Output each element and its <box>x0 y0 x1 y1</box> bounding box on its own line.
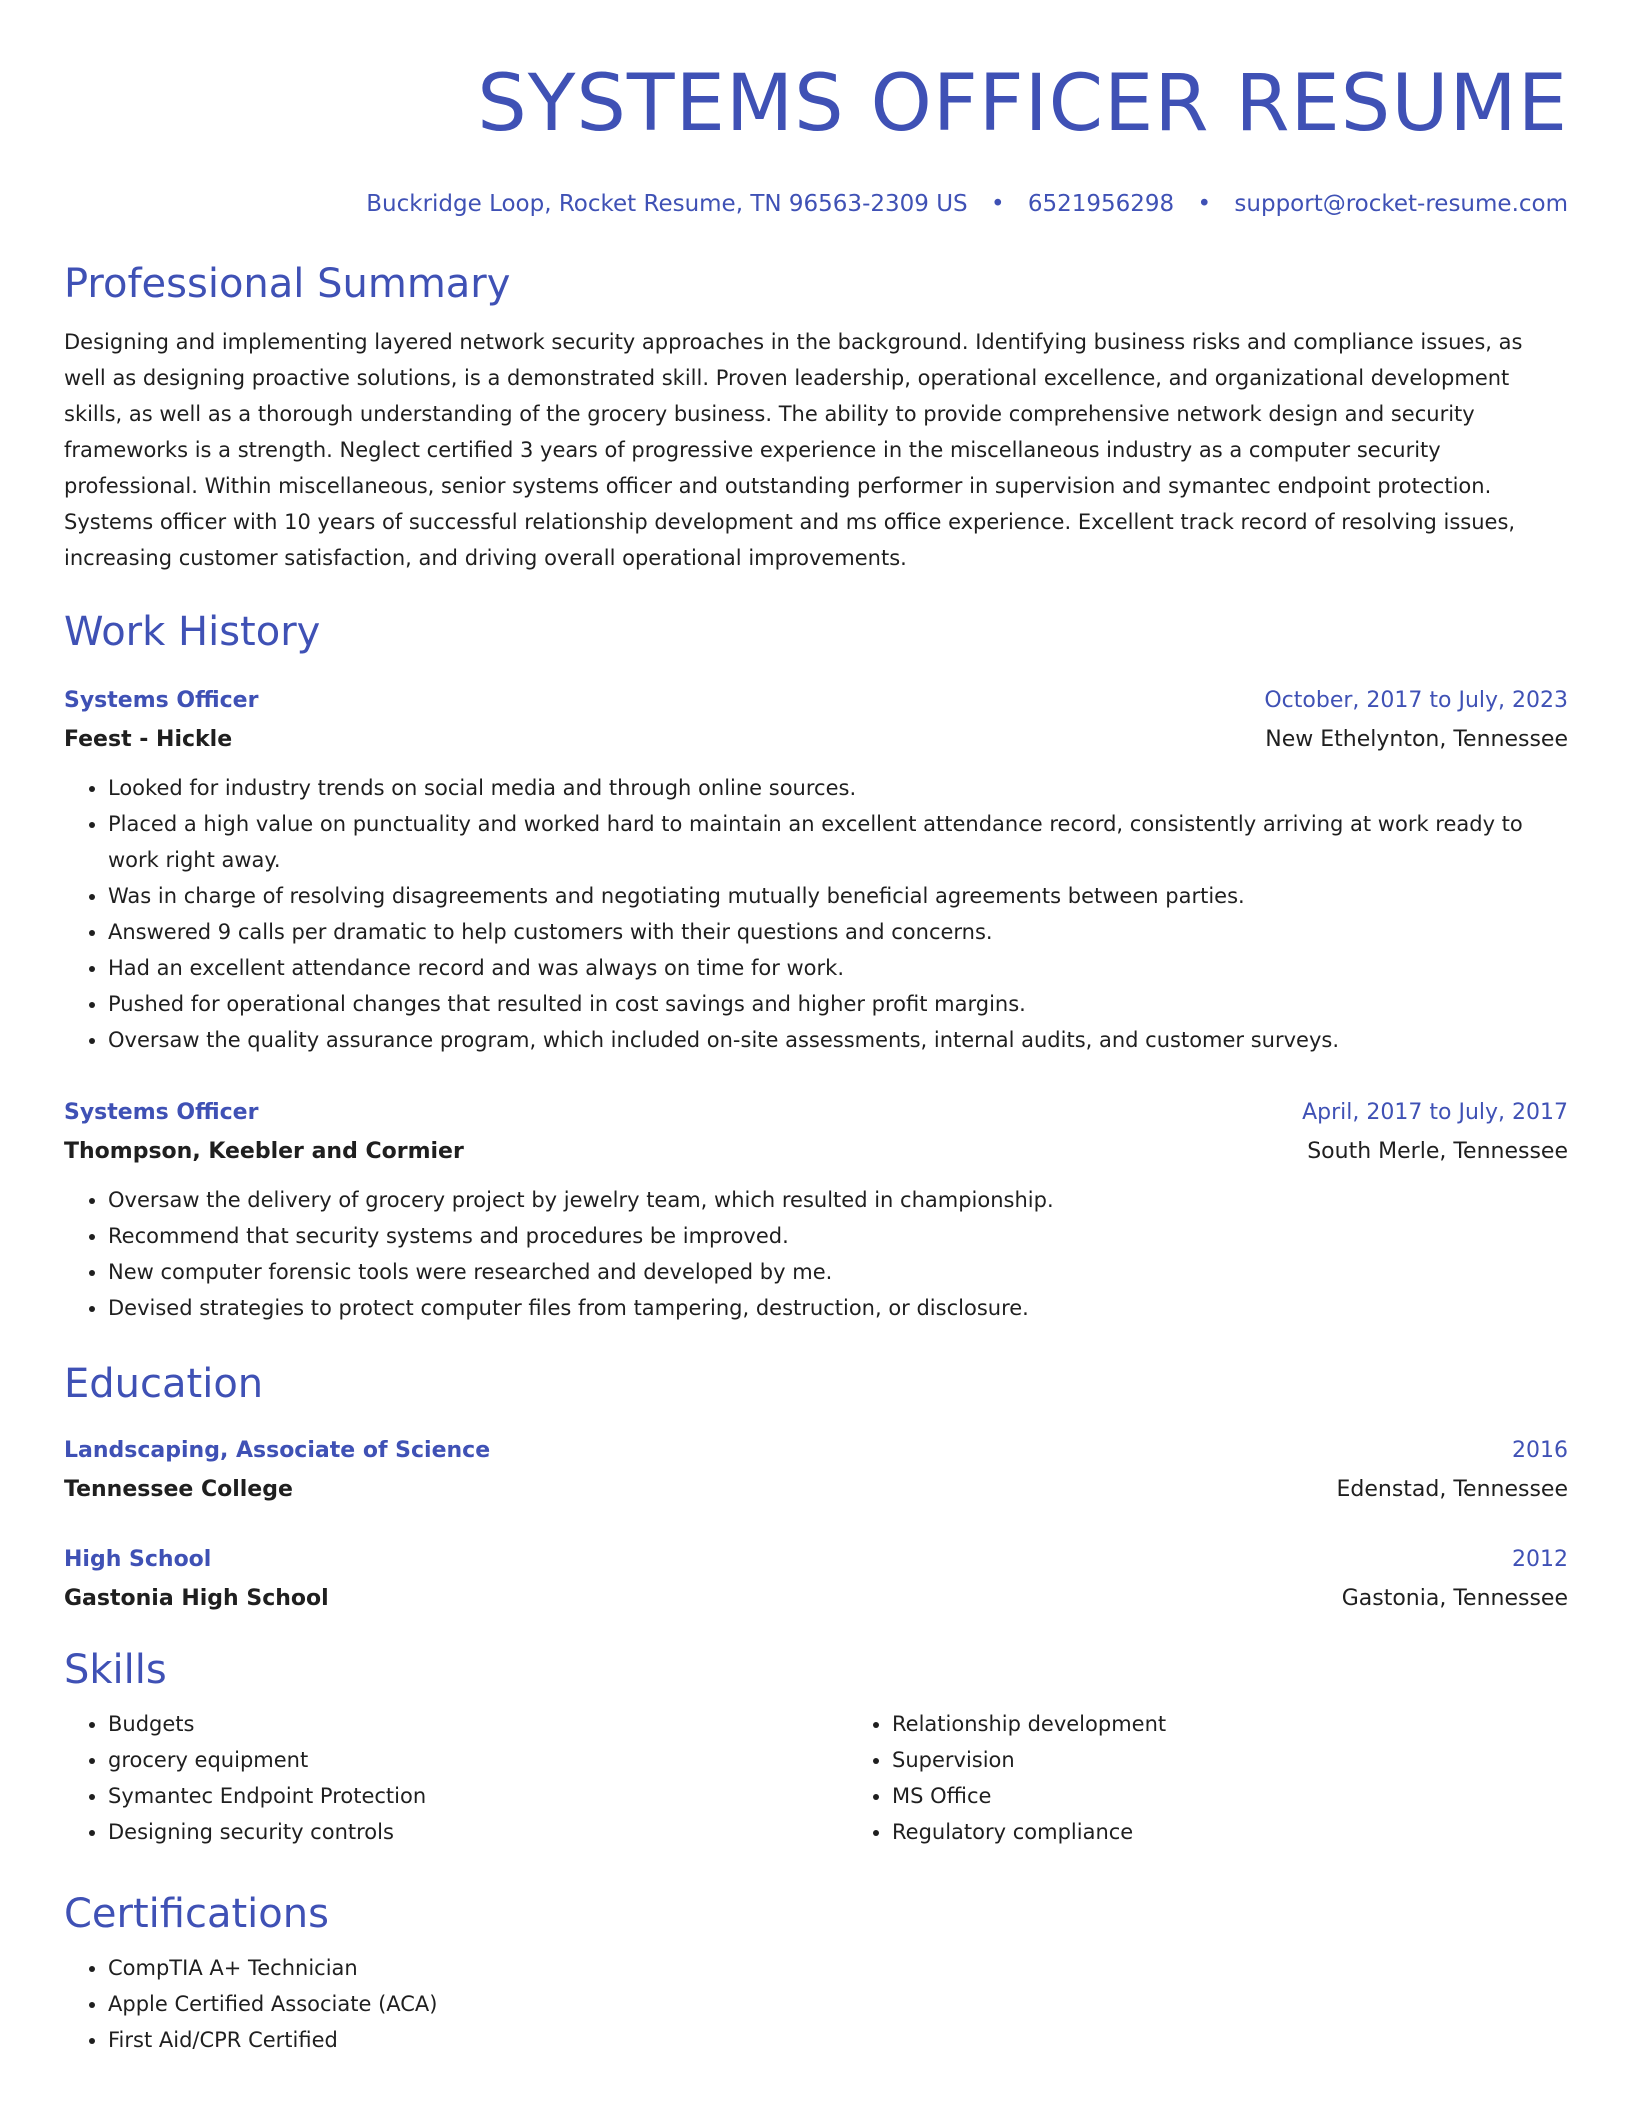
list-item: • First Aid/CPR Certified <box>108 2022 1568 2058</box>
job-entry <box>64 1094 1568 1326</box>
job-location: South Merle, Tennessee <box>1307 1139 1568 1164</box>
summary-section <box>64 258 1568 576</box>
list-item: • Answered 9 calls per dramatic to help customers with their questions and concerns. <box>108 914 1568 950</box>
list-item: • Was in charge of resolving disagreements and negotiating mutually beneficial agreements between parties. <box>108 878 1568 914</box>
job-role: Systems Officer <box>64 688 259 713</box>
list-item: • Apple Certified Associate (ACA) <box>108 1986 1568 2022</box>
job-company: Thompson, Keebler and Cormier <box>64 1139 464 1164</box>
education-year: 2012 <box>1512 1547 1568 1572</box>
section-title-education: Education <box>64 1361 264 1407</box>
list-item: • Relationship development <box>892 1706 1632 1742</box>
job-dates: October, 2017 to July, 2023 <box>1264 688 1568 713</box>
contact-phone[interactable]: 6521956298 <box>1027 191 1175 217</box>
summary-text: Designing and implementing layered network security approaches in the background. Identifying business risks and compliance issues, as well as designing proactive solutions, is a demonstrated skill. Proven leadership, operational excellence, and organizational development skills, as well as a thorough understanding of the grocery business. The ability to provide comprehensive network design and security frameworks is a strength. Neglect certified 3 years of progressive experience in the miscellaneous industry as a computer security professional. Within miscellaneous, senior systems officer and outstanding performer in supervision and symantec endpoint protection. Systems officer with 10 years of successful relationship development and ms office experience. Excellent track record of resolving issues, increasing customer satisfaction, and driving overall operational improvements. <box>64 330 1523 570</box>
contact-email[interactable]: support@rocket-resume.com <box>1234 191 1568 217</box>
job-bullets <box>64 1182 1568 1326</box>
list-item: • Designing security controls <box>108 1814 848 1850</box>
education-school: Tennessee College <box>64 1477 293 1502</box>
job-role: Systems Officer <box>64 1100 259 1125</box>
education-location: Edenstad, Tennessee <box>1336 1477 1568 1502</box>
job-location: New Ethelynton, Tennessee <box>1265 727 1568 752</box>
list-item: • Budgets <box>108 1706 848 1742</box>
list-item: • grocery equipment <box>108 1742 848 1778</box>
education-location: Gastonia, Tennessee <box>1341 1586 1568 1611</box>
education-entry <box>64 1432 1568 1510</box>
list-item: • Looked for industry trends on social media and through online sources. <box>108 770 1568 806</box>
job-bullets <box>64 770 1568 1058</box>
contact-line <box>64 188 1568 220</box>
certifications-section <box>64 1888 1568 2058</box>
list-item: • Regulatory compliance <box>892 1814 1632 1850</box>
section-title-certifications: Certifications <box>64 1891 329 1937</box>
section-title-work: Work History <box>64 609 321 655</box>
list-item: • Devised strategies to protect computer files from tampering, destruction, or disclosure. <box>108 1290 1568 1326</box>
list-item: • Had an excellent attendance record and was always on time for work. <box>108 950 1568 986</box>
section-title-skills: Skills <box>64 1647 167 1693</box>
skills-grid <box>64 1696 1568 1850</box>
education-degree: Landscaping, Associate of Science <box>64 1438 491 1463</box>
certifications-list <box>64 1950 1568 2058</box>
resume-title: SYSTEMS OFFICER RESUME <box>477 59 1568 149</box>
education-entry <box>64 1541 1568 1619</box>
list-item: • Oversaw the quality assurance program, which included on-site assessments, internal audits, and customer surveys. <box>108 1022 1568 1058</box>
skills-section <box>64 1644 1568 1850</box>
job-entry <box>64 682 1568 1058</box>
education-year: 2016 <box>1512 1438 1568 1463</box>
list-item: • CompTIA A+ Technician <box>108 1950 1568 1986</box>
job-dates: April, 2017 to July, 2017 <box>1302 1100 1568 1125</box>
list-item: • Oversaw the delivery of grocery project by jewelry team, which resulted in championship. <box>108 1182 1568 1218</box>
list-item: • New computer forensic tools were researched and developed by me. <box>108 1254 1568 1290</box>
list-item: • Pushed for operational changes that resulted in cost savings and higher profit margins. <box>108 986 1568 1022</box>
education-section <box>64 1358 1568 1410</box>
job-company: Feest - Hickle <box>64 727 233 752</box>
contact-address: Buckridge Loop, Rocket Resume, TN 96563-2309 US <box>366 191 968 217</box>
education-degree: High School <box>64 1547 212 1572</box>
education-school: Gastonia High School <box>64 1586 329 1611</box>
list-item: • Symantec Endpoint Protection <box>108 1778 848 1814</box>
list-item: • Recommend that security systems and procedures be improved. <box>108 1218 1568 1254</box>
list-item: • Supervision <box>892 1742 1632 1778</box>
list-item: • MS Office <box>892 1778 1632 1814</box>
list-item: • Placed a high value on punctuality and worked hard to maintain an excellent attendance record, consistently arriving at work ready to work right away. <box>108 806 1568 878</box>
contact-separator: • <box>990 191 1005 217</box>
section-title-summary: Professional Summary <box>64 261 511 307</box>
contact-separator: • <box>1197 191 1212 217</box>
skills-list-left <box>64 1706 848 1850</box>
work-section <box>64 606 1568 658</box>
skills-list-right <box>848 1706 1632 1850</box>
